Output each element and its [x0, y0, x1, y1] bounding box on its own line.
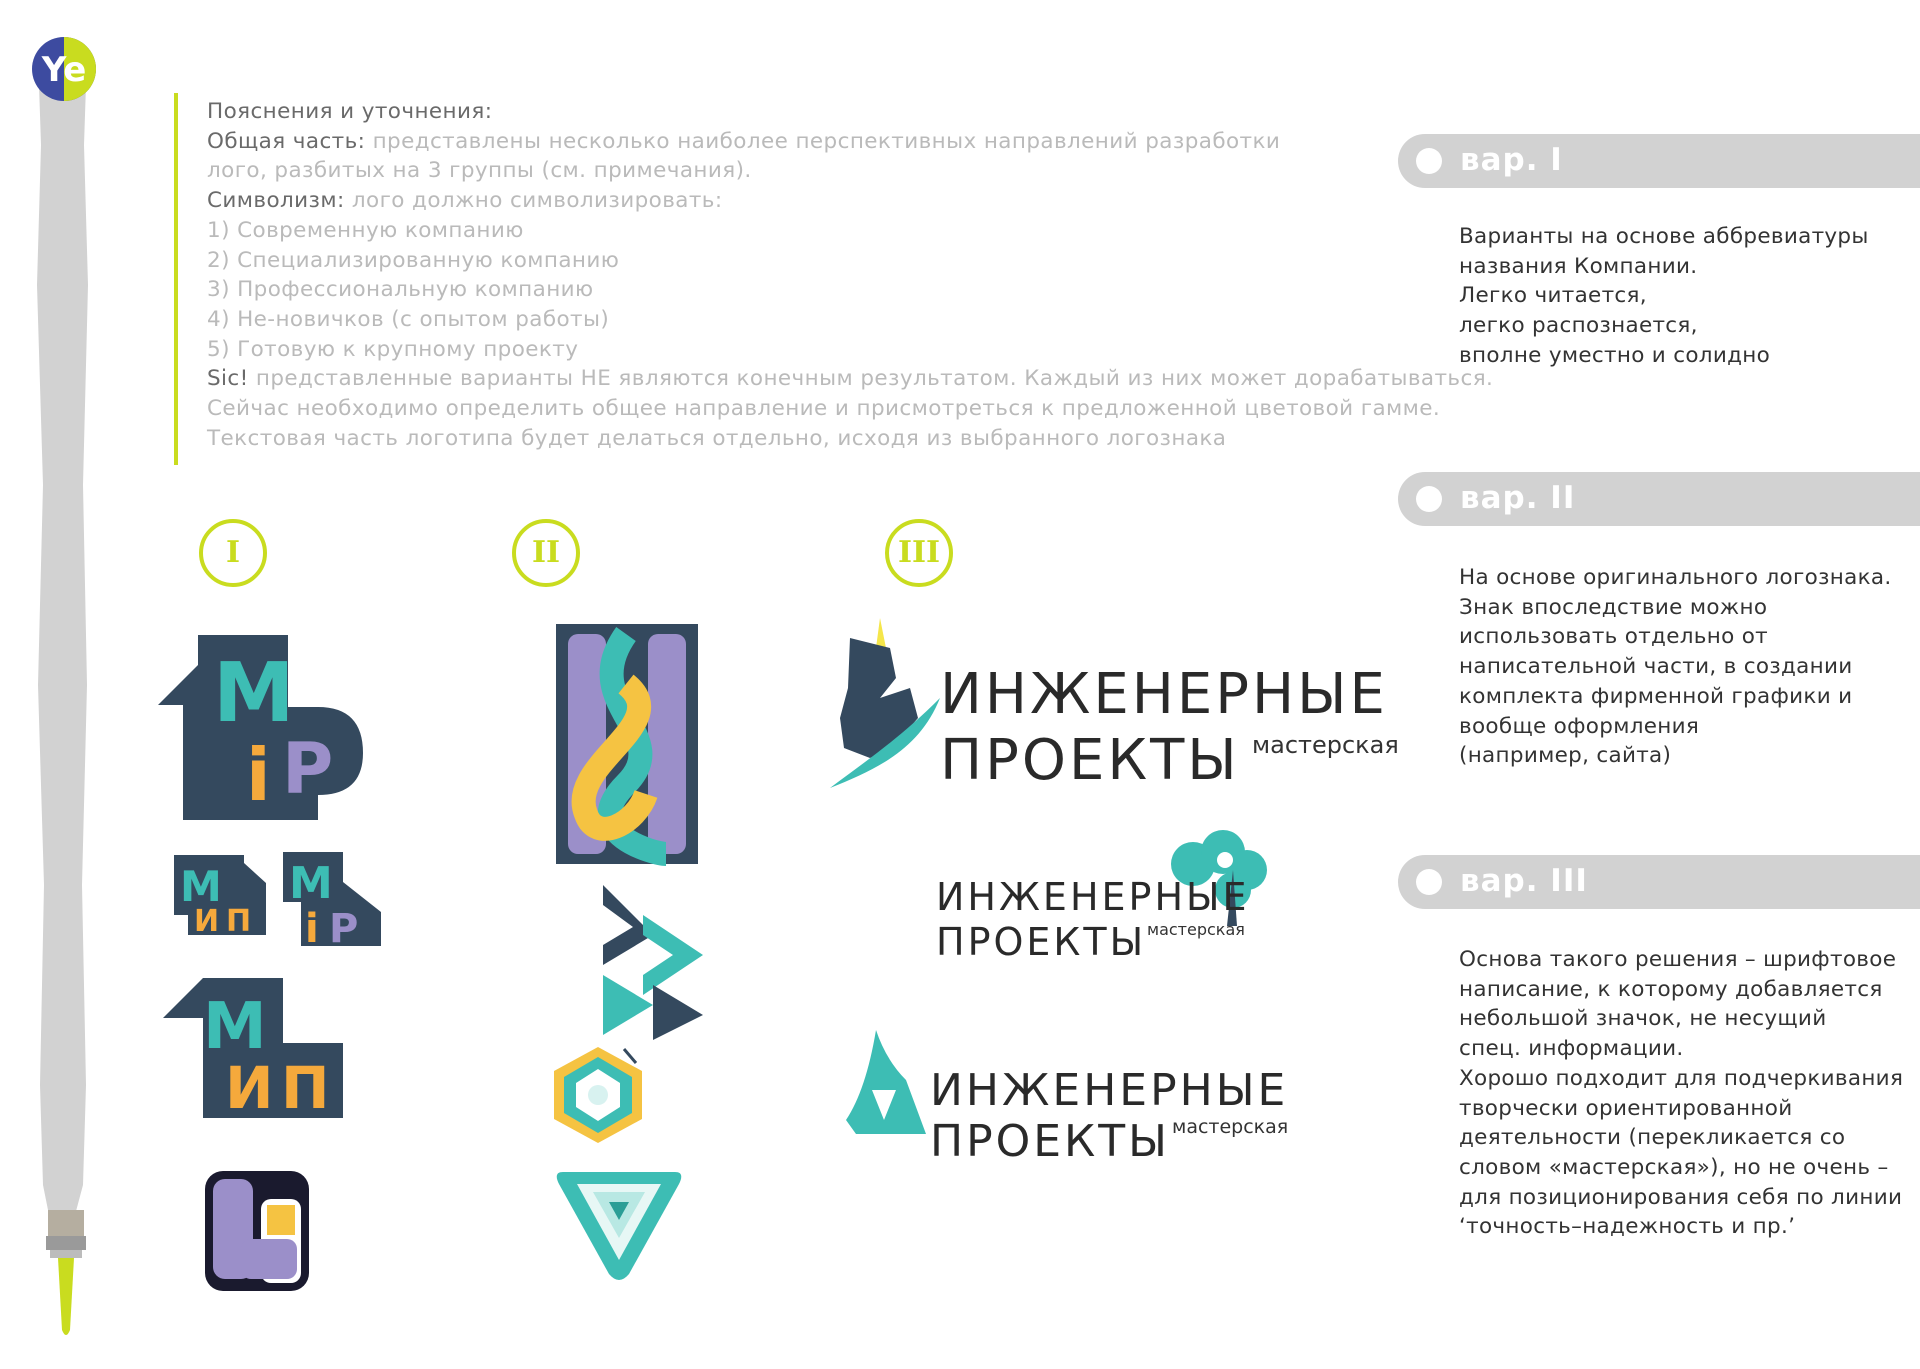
svg-text:i: i	[305, 906, 319, 952]
variant-line: словом «мастерская»), но не очень –	[1459, 1154, 1889, 1180]
variant-line: вообще оформления	[1459, 713, 1700, 739]
variant-line: Легко читается,	[1459, 283, 1647, 309]
variant-line: деятельности (перекликается со	[1459, 1125, 1846, 1151]
logo-triangle	[553, 1162, 685, 1286]
svg-text:И: И	[225, 1054, 274, 1122]
logo-text: Ye	[41, 50, 87, 90]
general-text-2: лого, разбитых на 3 группы (см. примечания).	[207, 158, 752, 184]
bullet-dot-icon	[1416, 486, 1442, 512]
logo-hexagon	[546, 1043, 650, 1147]
svg-text:P: P	[282, 728, 334, 810]
logo-mip-medium	[163, 978, 351, 1122]
brush-triangle-icon	[846, 1030, 926, 1134]
variant-line: названия Компании.	[1459, 253, 1698, 279]
variant-label: вар. II	[1460, 480, 1576, 516]
variant-line: Варианты на основе аббревиатуры	[1459, 224, 1869, 249]
group-number-1: I	[199, 519, 267, 587]
wordmark-line2-b: ПРОЕКТЫ	[936, 920, 1147, 964]
wordmark-line1-c: ИНЖЕНЕРНЫЕ	[930, 1065, 1289, 1116]
wordmark-line2-c: ПРОЕКТЫ	[930, 1116, 1170, 1167]
variant-line: творчески ориентированной	[1459, 1095, 1793, 1121]
wordmark-line1-b: ИНЖЕНЕРНЫЕ	[936, 875, 1250, 919]
company-logo	[30, 35, 98, 103]
variant-line: вполне уместно и солидно	[1459, 342, 1771, 368]
brush-tree-icon	[830, 618, 940, 798]
notes-block	[207, 97, 1494, 453]
svg-text:i: i	[246, 733, 271, 817]
sic-label: Sic!	[207, 366, 249, 392]
logo-knot	[556, 624, 698, 864]
variant-header-1	[1398, 134, 1920, 188]
variant-description-3	[1459, 945, 1919, 1242]
symbolism-label: Символизм:	[207, 188, 345, 214]
variant-header-2	[1398, 472, 1920, 526]
variant-description-2	[1459, 563, 1919, 771]
svg-text:П: П	[281, 1054, 330, 1122]
paintbrush-icon	[36, 1210, 96, 1340]
notes-item: 5) Готовую к крупному проекту	[207, 336, 579, 362]
wordmark-line2-a: ПРОЕКТЫ	[940, 728, 1240, 793]
notes-item: 4) Не-новичков (с опытом работы)	[207, 306, 610, 332]
logo-mip-large	[158, 635, 366, 820]
sic-text: представленные варианты НЕ являются конечным результатом. Каждый из них может дорабатываться.	[255, 366, 1494, 392]
logo-mip-small-a	[174, 855, 266, 939]
group-number-3: III	[885, 519, 953, 587]
variant-line: легко распознается,	[1459, 313, 1698, 339]
variant-line: для позиционирования себя по линии	[1459, 1184, 1903, 1210]
logo-mip-small-b	[283, 852, 381, 952]
logo-chevrons	[603, 885, 703, 1040]
variant-line: На основе оригинального логознака.	[1459, 565, 1892, 590]
wordmark-sub-a: мастерская	[1252, 731, 1399, 759]
notes-item: 1) Современную компанию	[207, 217, 524, 243]
variant-header-3	[1398, 855, 1920, 909]
notes-heading: Пояснения и уточнения:	[207, 99, 493, 124]
notes-line: Сейчас необходимо определить общее направление и присмотреться к предложенной цветовой гамме.	[207, 396, 1441, 422]
variant-line: Хорошо подходит для подчеркивания	[1459, 1065, 1904, 1091]
bullet-dot-icon	[1416, 869, 1442, 895]
variant-line: написание, к которому добавляется	[1459, 976, 1883, 1002]
svg-text:И: И	[194, 904, 220, 939]
variant-line: использовать отдельно от	[1459, 624, 1768, 650]
notes-item: 2) Специализированную компанию	[207, 247, 620, 273]
notes-item: 3) Профессиональную компанию	[207, 277, 594, 303]
wordmark-line1-a: ИНЖЕНЕРНЫЕ	[940, 662, 1388, 727]
svg-text:П: П	[226, 904, 252, 939]
logo-i-letter	[203, 1169, 311, 1293]
notes-line: Текстовая часть логотипа будет делаться отдельно, исходя из выбранного логознака	[207, 425, 1227, 451]
variant-line: (например, сайта)	[1459, 743, 1672, 769]
variant-line: ‘точность–надежность и пр.’	[1459, 1214, 1796, 1240]
general-label: Общая часть:	[207, 128, 366, 154]
variant-line: Основа такого решения – шрифтовое	[1459, 947, 1897, 972]
variant-label: вар. III	[1460, 863, 1588, 899]
svg-text:M: M	[289, 858, 333, 909]
variant-line: спец. информации.	[1459, 1036, 1684, 1062]
svg-text:P: P	[329, 906, 359, 952]
svg-text:M: M	[180, 862, 222, 911]
brush-stroke-decoration	[35, 85, 90, 1215]
variant-label: вар. I	[1460, 142, 1563, 178]
symbolism-text: лого должно символизировать:	[351, 188, 723, 214]
variant-description-1	[1459, 222, 1919, 371]
bullet-dot-icon	[1416, 148, 1442, 174]
variant-line: небольшой значок, не несущий	[1459, 1006, 1827, 1032]
wordmark-sub-b: мастерская	[1147, 920, 1245, 939]
wordmark-sub-c: мастерская	[1172, 1116, 1289, 1138]
svg-text:M: M	[203, 990, 267, 1064]
notes-accent-bar	[174, 93, 178, 465]
group-number-2: II	[512, 519, 580, 587]
variant-line: комплекта фирменной графики и	[1459, 683, 1853, 709]
variant-line: написательной части, в создании	[1459, 654, 1853, 680]
general-text: представлены несколько наиболее перспективных направлений разработки	[372, 128, 1281, 154]
svg-text:M: M	[213, 646, 295, 741]
variant-line: Знак впоследствие можно	[1459, 594, 1768, 620]
